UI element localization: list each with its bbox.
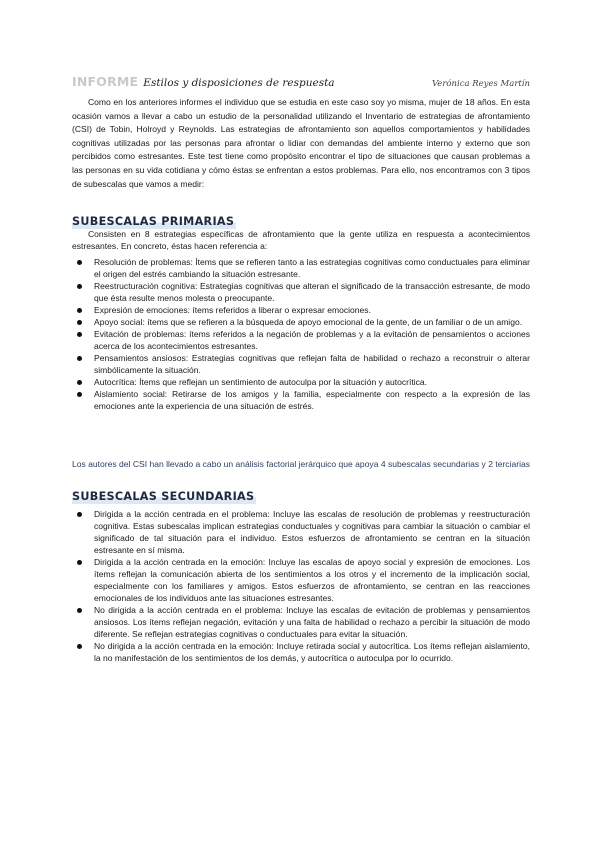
header-author: Verónica Reyes Martín — [431, 79, 530, 89]
csi-factor-note: Los autores del CSI han llevado a cabo un análisis factorial jerárquico que apoya 4 subescalas secundarias y 2 terciarias — [72, 459, 531, 469]
list-item-text: Aislamiento social: Retirarse de los amigos y la familia, especialmente con respecto a la expresión de las emociones ante la experiencia de una situación de estrés. — [94, 389, 530, 411]
intro-paragraph: Como en los anteriores informes el individuo que se estudia en este caso soy yo misma, mujer de 18 años. En esta ocasión vamos a llevar a cabo un estudio de la personalidad utilizando el Inventario de estrategias de afrontamiento (CSI) de Tobin, Holroyd y Reynolds. Las estrategias de afrontamiento son aquellos comportamientos y habilidades cognitivas utilizadas por las personas para afrontar o lidiar con demandas del ambiente interno y externo que son percibidos como estresantes. Este test tiene como propósito encontrar el tipo de situaciones que causan problemas a las personas en su vida cotidiana y cómo éstas se enfrentan a estos problemas. Para ello, nos encontramos con 3 tipos de subescalas que vamos a medir: — [72, 97, 530, 189]
list-item — [72, 256, 530, 280]
section-heading-secundarias-text: SUBESCALAS SECUNDARIAS — [72, 490, 255, 503]
bullet-icon — [77, 320, 82, 325]
bullet-icon — [77, 332, 82, 337]
bullet-icon — [77, 380, 82, 385]
section-heading-primarias — [72, 215, 332, 228]
section-heading-secundarias — [72, 490, 332, 503]
list-item — [72, 388, 530, 412]
section-heading-primarias-text: SUBESCALAS PRIMARIAS — [72, 215, 235, 228]
bullet-icon — [77, 308, 82, 313]
primarias-list — [72, 256, 530, 412]
list-item — [72, 352, 530, 376]
list-item-text: Dirigida a la acción centrada en la emoción: Incluye las escalas de apoyo social y expresión de emociones. Los ítems reflejan la comunicación abierta de los sentimientos a los otros y el incremento de la implicación social, especialmente con los familiares y amigos. Estos esfuerzos de afrontamiento, se centran en las reacciones emocionales de los individuos ante las situaciones estresantes. — [94, 557, 530, 603]
list-item-text: Expresión de emociones: ítems referidos a liberar o expresar emociones. — [94, 305, 371, 315]
list-item — [72, 304, 530, 316]
list-item-text: No dirigida a la acción centrada en la emoción: Incluye retirada social y autocrítica. Los ítems reflejan aislamiento, la no manifestación de los sentimientos de los demás, y autocrítica o autoculpa por lo ocurrido. — [94, 641, 530, 663]
list-item-text: Autocrítica: Ítems que reflejan un sentimiento de autoculpa por la situación y autocrítica. — [94, 377, 428, 387]
list-item-text: Pensamientos ansiosos: Estrategias cognitivas que reflejan falta de habilidad o rechazo a reconstruir o alterar simbólicamente la situación. — [94, 353, 530, 375]
list-item-text: No dirigida a la acción centrada en el problema: Incluye las escalas de evitación de problemas y pensamientos ansiosos. Los ítems reflejan negación, evitación y una falta de habilidad o rechazo a percibir la situación de modo diferente. Se reflejan estrategias cognitivas o conductuales para evitar la situación. — [94, 605, 530, 639]
bullet-icon — [77, 644, 82, 649]
list-item — [72, 328, 530, 352]
bullet-icon — [77, 608, 82, 613]
page-header — [72, 74, 530, 90]
bullet-icon — [77, 392, 82, 397]
list-item — [72, 556, 530, 604]
header-title: Estilos y disposiciones de respuesta — [143, 77, 335, 89]
bullet-icon — [77, 512, 82, 517]
bullet-icon — [77, 560, 82, 565]
list-item — [72, 316, 530, 328]
list-item-text: Apoyo social: ítems que se refieren a la búsqueda de apoyo emocional de la gente, de un familiar o de un amigo. — [94, 317, 523, 327]
secundarias-list — [72, 508, 530, 664]
list-item-text: Dirigida a la acción centrada en el problema: Incluye las escalas de resolución de problemas y reestructuración cognitiva. Estas subescalas implican estrategias conductuales y cognitivas para cambiar la situación o cambiar el significado de tal situación para el individuo. Estos esfuerzos de afrontamiento se centran en la situación estresante en sí misma. — [94, 509, 530, 555]
list-item-text: Resolución de problemas: Ítems que se refieren tanto a las estrategias cognitivas como conductuales para eliminar el origen del estrés cambiando la situación estresante. — [94, 257, 530, 279]
bullet-icon — [77, 260, 82, 265]
header-informe-label: INFORME — [72, 74, 139, 89]
list-item-text: Evitación de problemas: ítems referidos a la negación de problemas y a la evitación de pensamientos o acciones acerca de los acontecimientos estresantes. — [94, 329, 530, 351]
bullet-icon — [77, 356, 82, 361]
bullet-icon — [77, 284, 82, 289]
list-item — [72, 280, 530, 304]
list-item — [72, 508, 530, 556]
list-item-text: Reestructuración cognitiva: Estrategias cognitivas que alteran el significado de la transacción estresante, de modo que ésta resulte menos molesta o preocupante. — [94, 281, 530, 303]
list-item — [72, 640, 530, 664]
primarias-lead-paragraph: Consisten en 8 estrategias específicas de afrontamiento que la gente utiliza en respuesta a acontecimientos estresantes. En concreto, éstas hacen referencia a: — [72, 229, 530, 251]
list-item — [72, 604, 530, 640]
list-item — [72, 376, 530, 388]
